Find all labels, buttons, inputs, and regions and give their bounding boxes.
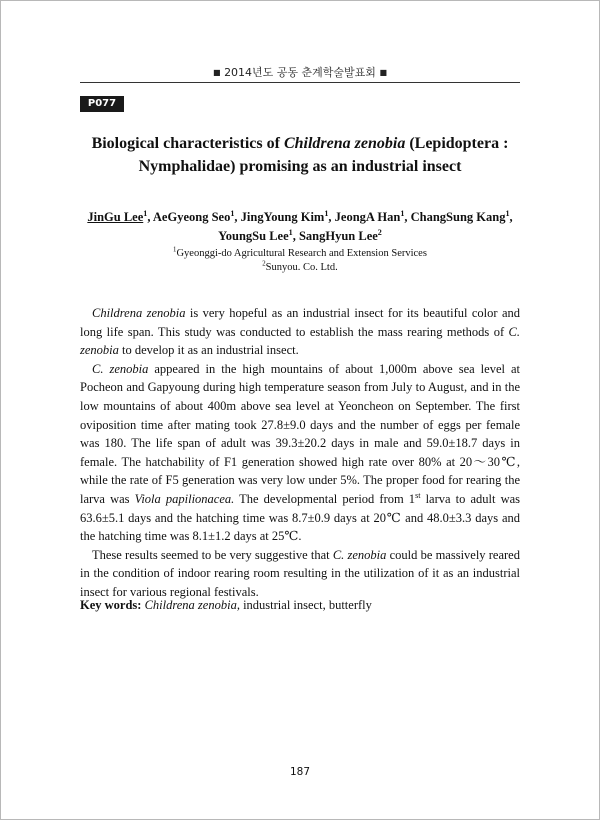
author [335,210,411,224]
affiliation-text: Gyeonggi-do Agricultural Research and Extension Services [176,248,427,259]
affiliation-text: Sunyou. Co. Ltd. [265,262,338,273]
author-sep: , [404,210,411,224]
author-affil-mark: 1 [230,208,235,218]
paragraph-text: larva to adult was 63.6±5.1 days and the hatching time was 8.7±0.9 days at 20℃ and 48.0±3.3 days and the hatching time was 8.1±1.2 days at 25℃. [80,491,521,544]
author-sep: , [234,210,241,224]
affiliation [80,261,520,275]
keyword-species: Childrena zenobia, [144,598,240,612]
title-species: Childrena zenobia [283,135,406,152]
paragraph-text: could be massively reared in the condition of indoor rearing room resulting in the utilization of it as an industrial insect for various regional festivals. [80,547,520,599]
author-name: JingYoung Kim [240,210,325,224]
header-rule [80,82,520,83]
author-name: SangHyun Lee [298,229,378,243]
author-name: JinGu Lee [87,210,144,224]
species-name: C. zenobia [80,324,520,358]
bullet-square-icon: ■ [379,68,387,77]
author-name: ChangSung Kang [410,210,506,224]
affiliation-mark: 2 [262,260,266,268]
author-affil-mark: 1 [400,208,405,218]
author [411,210,513,224]
author-affil-mark: 1 [288,227,293,237]
author [299,229,382,243]
author [218,229,299,243]
author [153,210,241,224]
poster-id-badge: P077 [80,96,124,112]
keywords-text: industrial insect, butterfly [239,598,372,612]
paper-title [80,132,520,178]
paragraph-text: These results seemed to be very suggestive that [92,547,333,562]
paragraph-text: appeared in the high mountains of about 1,000m above sea level at Pocheon and Gapyoung during high temperature season from July to August, and in the low mountains of about 400m above sea level at Yeoncheon on September. The first oviposition time after mating took 27.8±9.0 days and the number of eggs per female was 180. The life span of adult was 39.3±20.2 days in male and 59.0±18.7 days in female. The hatchability of F1 generation showed high rate over 80% at 20～30℃, while the rate of F5 generation was very low under 5%. The proper food for rearing the larva was [80,361,520,506]
author-name: JeongA Han [334,210,401,224]
species-name: Viola papilionacea. [134,491,235,506]
species-name: Childrena zenobia [92,306,186,320]
author [87,210,153,224]
author-name: YoungSu Lee [218,229,289,243]
page-number: 187 [289,766,311,778]
author-list [70,208,530,246]
author-sep: , [147,210,153,224]
author [241,210,335,224]
author-sep: , [328,210,335,224]
keywords [80,596,520,614]
author-sep: , [509,210,513,224]
bullet-square-icon: ■ [213,68,221,77]
affiliation-list [80,247,520,275]
paragraph-text: is very hopeful as an industrial insect for its beautiful color and long life span. This study was conducted to establish the mass rearing methods of [80,306,520,339]
author-affil-mark: 1 [505,208,510,218]
author-affil-mark: 1 [143,208,148,218]
author-affil-mark: 2 [377,227,382,237]
abstract-body [80,304,520,602]
paragraph-text: The developmental period from 1 [234,491,416,506]
abstract-paragraph [80,304,520,360]
conference-header [80,64,520,80]
species-name: C. zenobia [332,547,387,562]
abstract-paragraph [80,546,520,602]
species-name: C. zenobia [92,361,149,376]
title-text: (Lepidoptera : Nymphalidae) promising as an industrial insect [138,135,509,175]
title-text: Biological characteristics of [91,135,284,152]
abstract-paragraph [80,360,520,546]
affiliation-mark: 1 [173,246,177,254]
author-affil-mark: 1 [324,208,329,218]
conference-title: 2014년도 공동 춘계학술발표회 [224,66,376,79]
ordinal-suffix: st [415,490,421,500]
paragraph-text: to develop it as an industrial insect. [118,343,299,358]
keywords-label: Key words: [80,598,142,612]
affiliation [80,247,520,261]
author-sep: , [292,229,299,243]
author-name: AeGyeong Seo [152,210,231,224]
